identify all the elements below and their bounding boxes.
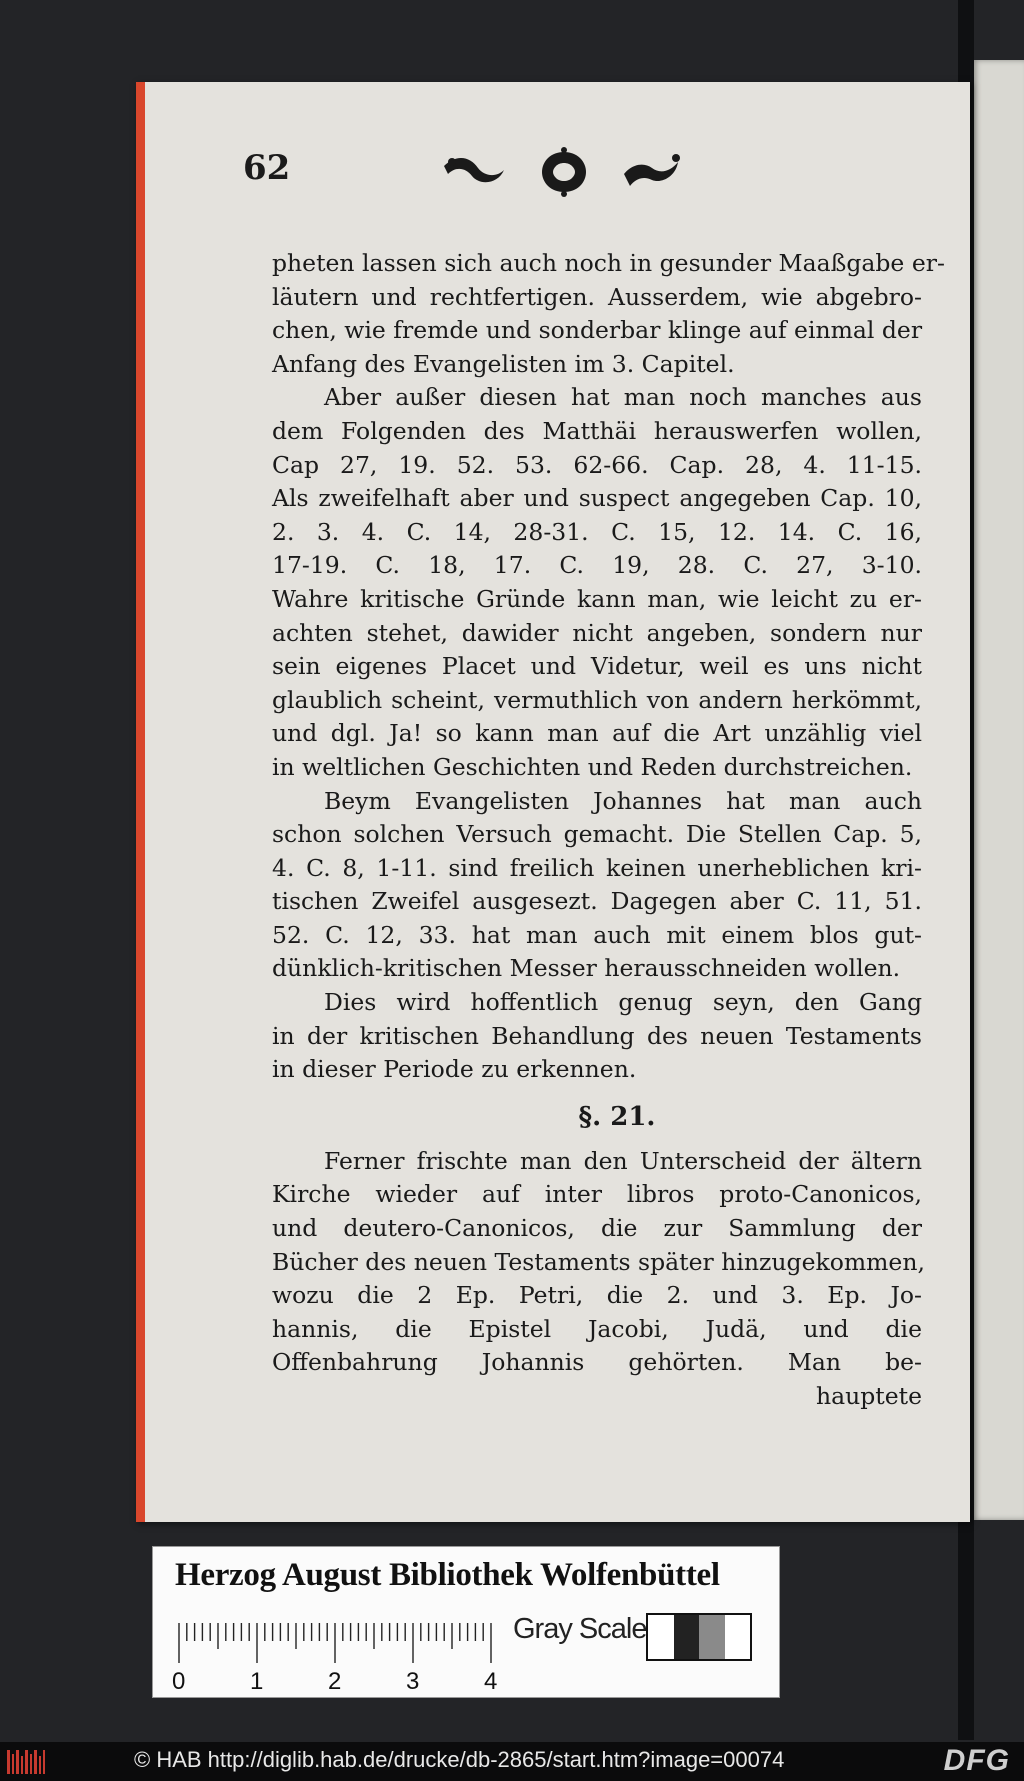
text-line: wozu die 2 Ep. Petri, die 2. und 3. Ep. Jo- bbox=[272, 1281, 922, 1310]
page-text bbox=[272, 247, 945, 1414]
page-number: 62 bbox=[243, 148, 291, 188]
text-line: Anfang des Evangelisten im 3. Capitel. bbox=[272, 349, 735, 378]
text-line: chen, wie fremde und sonderbar klinge auf einmal der bbox=[272, 316, 923, 345]
text-line: tischen Zweifel ausgesezt. Dagegen aber C. 11, 51. bbox=[272, 887, 922, 916]
grayscale-bar bbox=[646, 1613, 752, 1661]
ruler-number: 0 bbox=[172, 1668, 186, 1695]
text-line: 2. 3. 4. C. 14, 28-31. C. 15, 12. 14. C. 16, bbox=[272, 517, 922, 546]
library-color-card bbox=[152, 1546, 780, 1698]
text-line: glaublich scheint, vermuthlich von andern herkömmt, bbox=[272, 685, 922, 714]
ruler-number: 2 bbox=[328, 1668, 342, 1695]
text-line: 52. C. 12, 33. hat man auch mit einem blos gut- bbox=[272, 920, 922, 949]
grayscale-swatch bbox=[674, 1615, 700, 1659]
text-line: 4. C. 8, 1-11. sind freilich keinen unerheblichen kri- bbox=[272, 853, 922, 882]
text-line: Ferner frischte man den Unterscheid der ältern bbox=[324, 1146, 922, 1175]
text-line: achten stehet, dawider nicht angeben, sondern nur bbox=[272, 618, 922, 647]
grayscale-swatch bbox=[699, 1615, 725, 1659]
hab-barcode-logo-icon bbox=[6, 1748, 46, 1776]
text-line: dünklich-kritischen Messer herausschneiden wollen. bbox=[272, 954, 901, 983]
library-name: Herzog August Bibliothek Wolfenbüttel bbox=[175, 1557, 720, 1593]
grayscale-swatch bbox=[648, 1615, 674, 1659]
grayscale-swatch bbox=[725, 1615, 751, 1659]
text-line: Bücher des neuen Testaments später hinzugekommen, bbox=[272, 1247, 925, 1276]
text-line: Aber außer diesen hat man noch manches aus bbox=[324, 383, 922, 412]
text-line: Cap 27, 19. 52. 53. 62-66. Cap. 28, 4. 11-15. bbox=[272, 450, 922, 479]
dfg-logo: DFG bbox=[943, 1744, 1010, 1777]
text-line: dem Folgenden des Matthäi herauswerfen wollen, bbox=[272, 416, 922, 445]
text-line: Kirche wieder auf inter libros proto-Canonicos, bbox=[272, 1180, 922, 1209]
ruler-number: 4 bbox=[484, 1668, 498, 1695]
text-line: und deutero-Canonicos, die zur Sammlung der bbox=[272, 1214, 922, 1243]
text-line: schon solchen Versuch gemacht. Die Stellen Cap. 5, bbox=[272, 820, 922, 849]
viewer-footer bbox=[0, 1742, 1024, 1781]
grayscale-label: Gray Scale bbox=[513, 1613, 647, 1645]
page-header bbox=[243, 144, 843, 204]
text-line: in dieser Periode zu erkennen. bbox=[272, 1055, 637, 1084]
source-url-link[interactable]: © HAB http://diglib.hab.de/drucke/db-2865/start.htm?image=00074 bbox=[134, 1747, 785, 1772]
adjacent-page-edge bbox=[972, 60, 1024, 1520]
text-line: Offenbahrung Johannis gehörten. Man be- bbox=[272, 1348, 922, 1377]
text-line: Wahre kritische Gründe kann man, wie leicht zu er- bbox=[272, 584, 922, 613]
text-line: in der kritischen Behandlung des neuen Testaments bbox=[272, 1021, 922, 1050]
section-heading: §. 21. bbox=[578, 1101, 656, 1132]
text-line: in weltlichen Geschichten und Reden durchstreichen. bbox=[272, 752, 913, 781]
section-gap bbox=[272, 1137, 922, 1145]
text-line: 17-19. C. 18, 17. C. 19, 28. C. 27, 3-10. bbox=[272, 551, 922, 580]
text-line: Dies wird hoffentlich genug seyn, den Gang bbox=[324, 988, 922, 1017]
ornament-vignette-icon bbox=[438, 144, 688, 200]
ruler-number: 3 bbox=[406, 1668, 420, 1695]
text-line: Beym Evangelisten Johannes hat man auch bbox=[324, 786, 922, 815]
catchword: hauptete bbox=[815, 1382, 922, 1410]
text-line: sein eigenes Placet und Videtur, weil es uns nicht bbox=[272, 652, 922, 681]
text-line: läutern und rechtfertigen. Ausserdem, wie abgebro- bbox=[272, 282, 922, 311]
text-line: Als zweifelhaft aber und suspect angegeben Cap. 10, bbox=[272, 484, 922, 513]
ruler-number: 1 bbox=[250, 1668, 264, 1695]
text-line: pheten lassen sich auch noch in gesunder Maaßgabe er- bbox=[272, 249, 945, 277]
text-line: und dgl. Ja! so kann man auf die Art unzählig viel bbox=[272, 719, 922, 748]
text-line: hannis, die Epistel Jacobi, Judä, und die bbox=[272, 1314, 922, 1343]
